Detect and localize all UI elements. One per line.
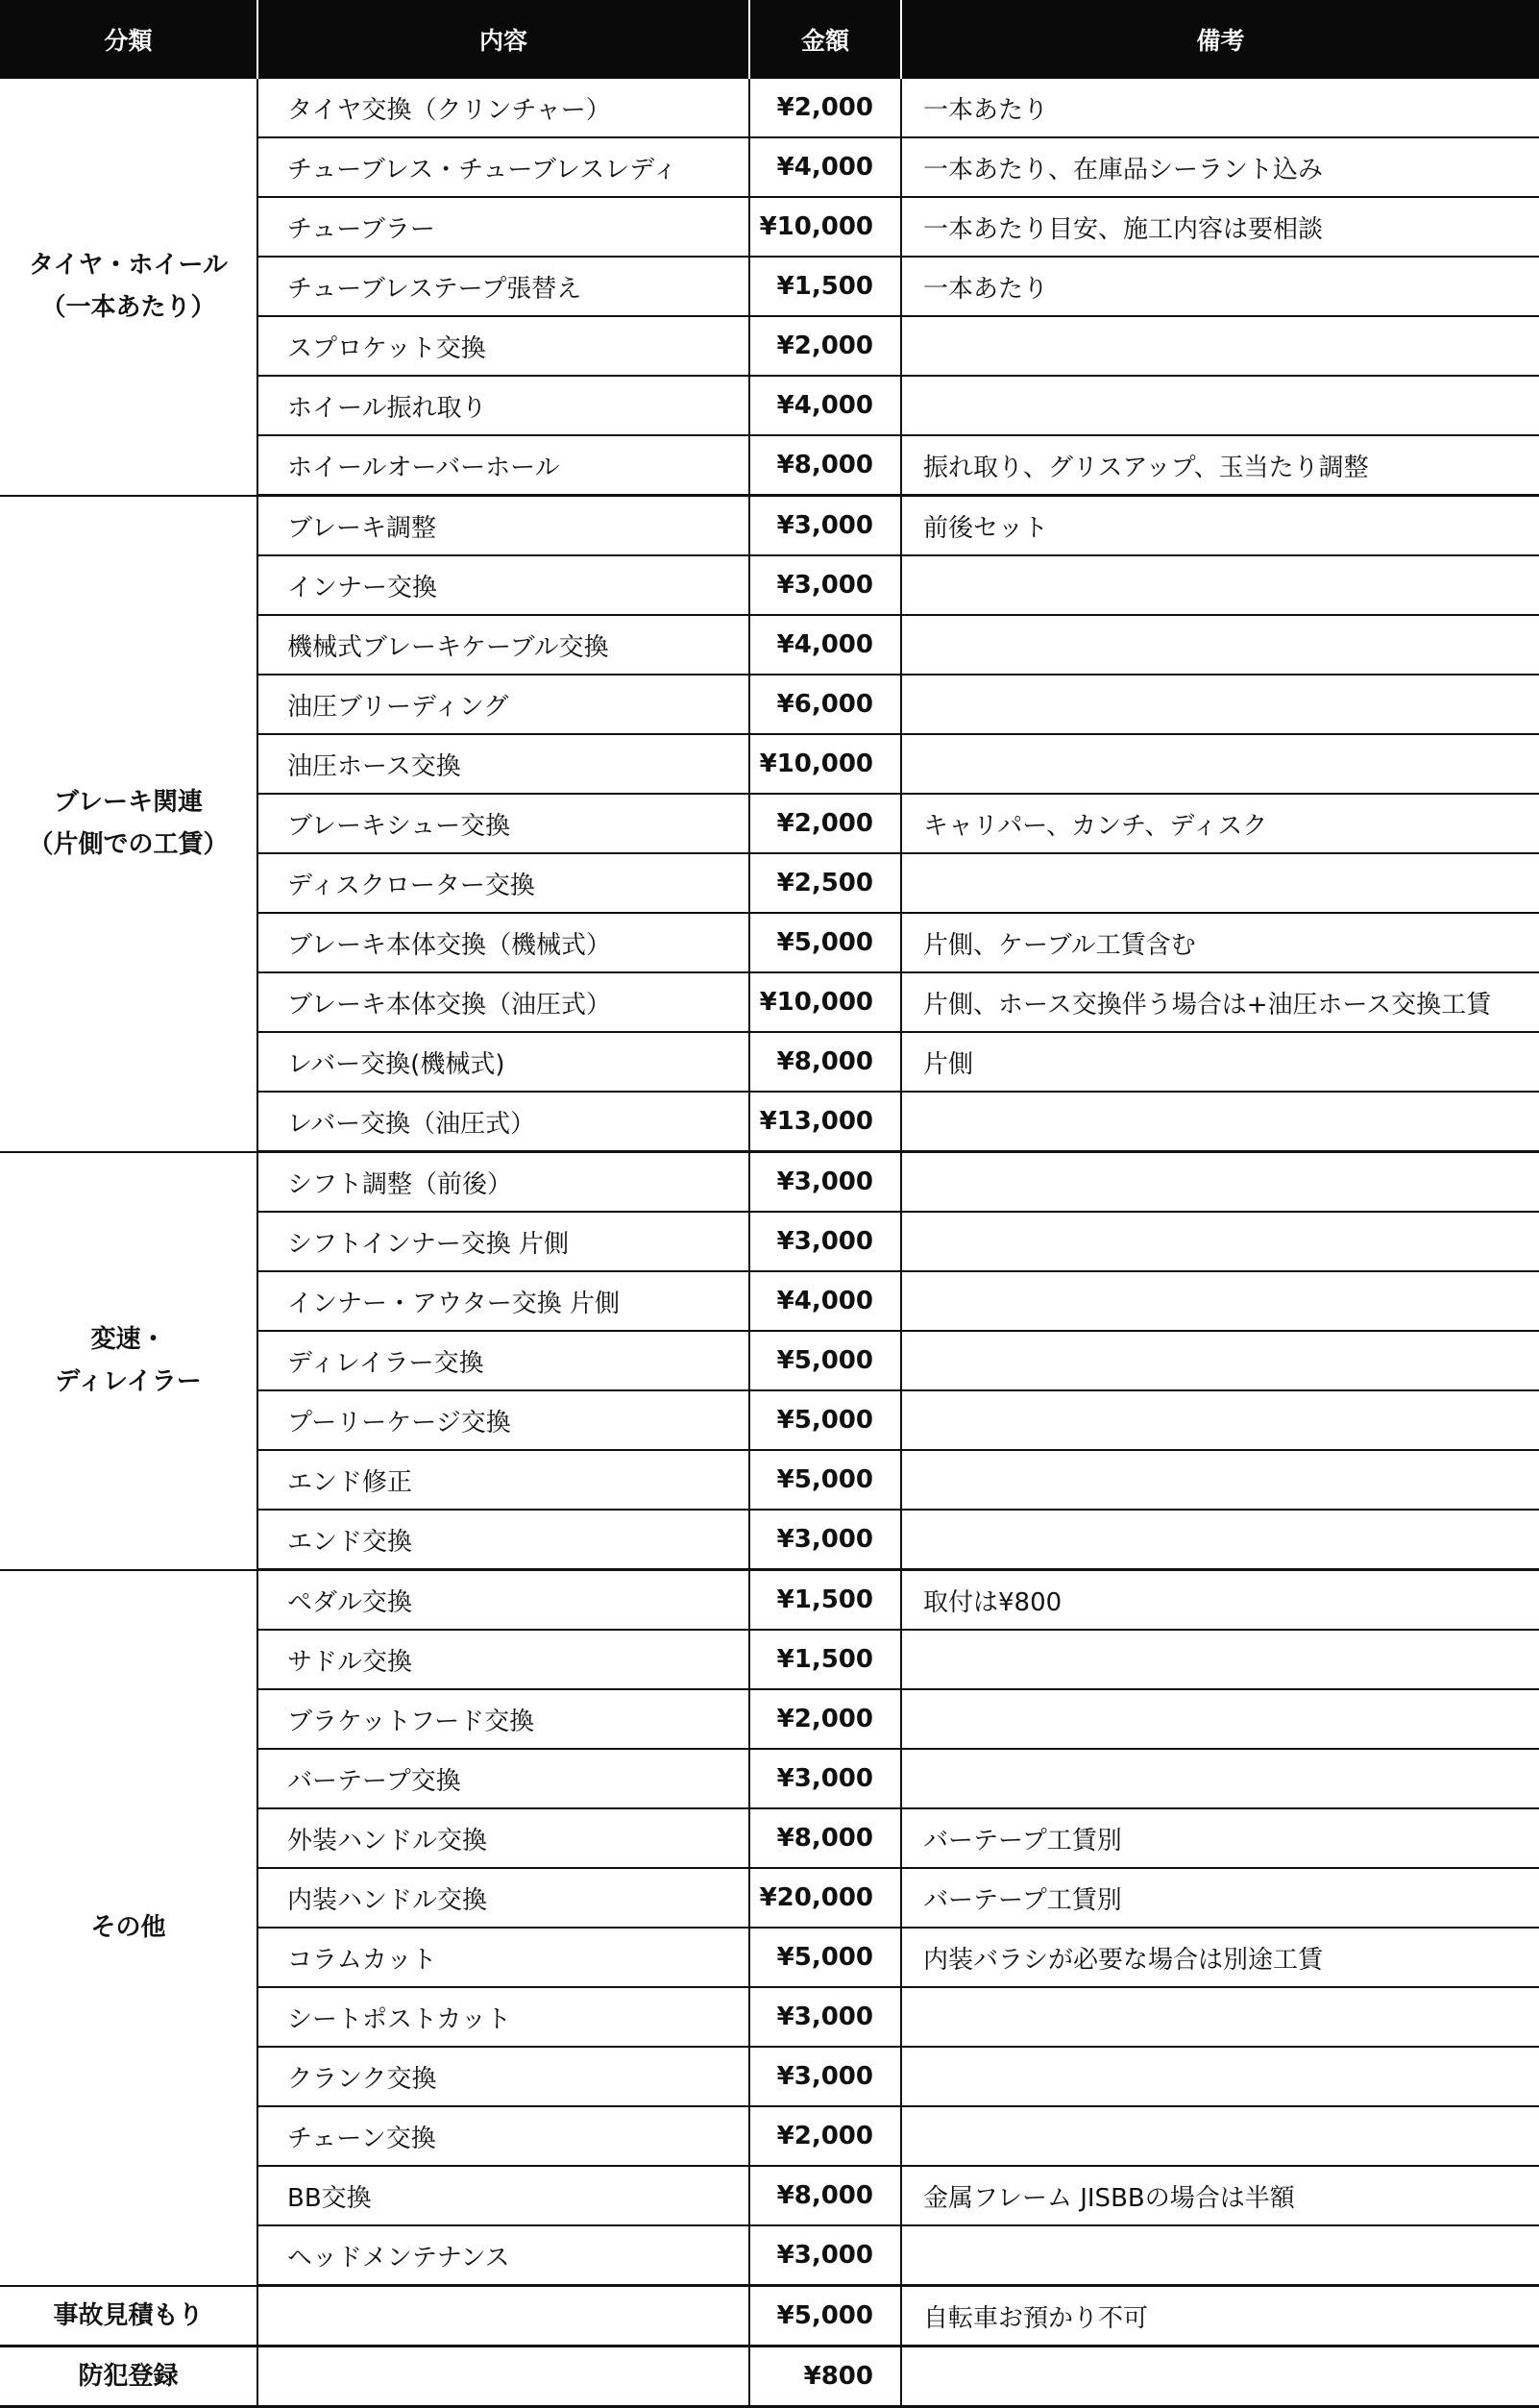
header-row: [0, 0, 1539, 79]
price-cell: ¥4,000: [749, 615, 901, 675]
note-cell: [901, 675, 1539, 734]
note-cell: 一本あたり: [901, 257, 1539, 316]
price-cell: ¥10,000: [749, 972, 901, 1032]
note-cell: 自転車お預かり不可: [901, 2286, 1539, 2347]
note-cell: [901, 1450, 1539, 1510]
item-cell: エンド交換: [257, 1510, 749, 1570]
category-cell: 事故見積もり: [0, 2286, 257, 2347]
item-cell: インナー・アウター交換 片側: [257, 1271, 749, 1331]
price-cell: ¥5,000: [749, 1928, 901, 1987]
price-cell: ¥2,000: [749, 79, 901, 137]
table-row: [0, 1570, 1539, 1631]
item-cell: ヘッドメンテナンス: [257, 2225, 749, 2286]
price-cell: ¥8,000: [749, 1032, 901, 1092]
item-cell: ディレイラー交換: [257, 1331, 749, 1390]
price-cell: ¥2,000: [749, 1689, 901, 1749]
item-cell: ブレーキ本体交換（機械式）: [257, 913, 749, 972]
note-cell: [901, 1212, 1539, 1271]
price-cell: ¥2,000: [749, 794, 901, 853]
item-cell: シフト調整（前後）: [257, 1152, 749, 1213]
item-cell: インナー交換: [257, 555, 749, 615]
category-cell: タイヤ・ホイール （一本あたり）: [0, 79, 257, 496]
item-cell: バーテープ交換: [257, 1749, 749, 1808]
item-cell: BB交換: [257, 2166, 749, 2225]
note-cell: 一本あたり目安、施工内容は要相談: [901, 197, 1539, 257]
price-cell: ¥5,000: [749, 1331, 901, 1390]
note-cell: [901, 1390, 1539, 1450]
item-cell: コラムカット: [257, 1928, 749, 1987]
item-cell: ディスクローター交換: [257, 853, 749, 913]
price-cell: ¥3,000: [749, 496, 901, 556]
item-cell: シフトインナー交換 片側: [257, 1212, 749, 1271]
price-cell: ¥5,000: [749, 1390, 901, 1450]
price-cell: ¥1,500: [749, 257, 901, 316]
header-note: 備考: [901, 0, 1539, 79]
price-cell: ¥3,000: [749, 1749, 901, 1808]
price-cell: ¥8,000: [749, 2166, 901, 2225]
note-cell: [901, 2225, 1539, 2286]
item-cell: ブレーキシュー交換: [257, 794, 749, 853]
note-cell: [901, 555, 1539, 615]
note-cell: キャリパー、カンチ、ディスク: [901, 794, 1539, 853]
note-cell: [901, 376, 1539, 435]
item-cell: 油圧ブリーディング: [257, 675, 749, 734]
item-cell: プーリーケージ交換: [257, 1390, 749, 1450]
item-cell: チューブラー: [257, 197, 749, 257]
price-cell: ¥2,500: [749, 853, 901, 913]
note-cell: 内装バラシが必要な場合は別途工賃: [901, 1928, 1539, 1987]
note-cell: [901, 2347, 1539, 2407]
note-cell: [901, 615, 1539, 675]
item-cell: 内装ハンドル交換: [257, 1868, 749, 1928]
category-cell: ブレーキ関連 （片側での工賃）: [0, 496, 257, 1152]
item-cell: エンド修正: [257, 1450, 749, 1510]
table-row: [0, 1152, 1539, 1213]
note-cell: バーテープ工賃別: [901, 1868, 1539, 1928]
price-cell: ¥20,000: [749, 1868, 901, 1928]
price-cell: ¥2,000: [749, 316, 901, 376]
item-cell: チューブレス・チューブレスレディ: [257, 137, 749, 197]
price-cell: ¥10,000: [749, 734, 901, 794]
item-cell: ブラケットフード交換: [257, 1689, 749, 1749]
price-cell: ¥5,000: [749, 913, 901, 972]
item-cell: サドル交換: [257, 1630, 749, 1689]
note-cell: [901, 853, 1539, 913]
note-cell: 前後セット: [901, 496, 1539, 556]
table-row: [0, 496, 1539, 556]
category-cell: 変速・ ディレイラー: [0, 1152, 257, 1570]
note-cell: [901, 1689, 1539, 1749]
item-cell: クランク交換: [257, 2047, 749, 2106]
price-cell: ¥3,000: [749, 2047, 901, 2106]
note-cell: 金属フレーム JISBBの場合は半額: [901, 2166, 1539, 2225]
price-cell: ¥800: [749, 2347, 901, 2407]
table-row: [0, 2347, 1539, 2407]
price-cell: ¥4,000: [749, 137, 901, 197]
price-cell: ¥5,000: [749, 1450, 901, 1510]
price-cell: ¥4,000: [749, 376, 901, 435]
price-cell: ¥3,000: [749, 2225, 901, 2286]
item-cell: [257, 2347, 749, 2407]
item-cell: ホイール振れ取り: [257, 376, 749, 435]
item-cell: ブレーキ調整: [257, 496, 749, 556]
item-cell: 油圧ホース交換: [257, 734, 749, 794]
table-row: [0, 2286, 1539, 2347]
item-cell: 外装ハンドル交換: [257, 1808, 749, 1868]
price-cell: ¥1,500: [749, 1570, 901, 1631]
item-cell: ペダル交換: [257, 1570, 749, 1631]
header-price: 金額: [749, 0, 901, 79]
item-cell: タイヤ交換（クリンチャー）: [257, 79, 749, 137]
note-cell: 片側、ケーブル工賃含む: [901, 913, 1539, 972]
item-cell: レバー交換（油圧式）: [257, 1092, 749, 1152]
header-category: 分類: [0, 0, 257, 79]
note-cell: [901, 2106, 1539, 2166]
item-cell: スプロケット交換: [257, 316, 749, 376]
price-cell: ¥3,000: [749, 1212, 901, 1271]
item-cell: チューブレステープ張替え: [257, 257, 749, 316]
note-cell: [901, 1092, 1539, 1152]
price-cell: ¥1,500: [749, 1630, 901, 1689]
header-content: 内容: [257, 0, 749, 79]
price-cell: ¥3,000: [749, 555, 901, 615]
note-cell: 片側: [901, 1032, 1539, 1092]
category-cell: その他: [0, 1570, 257, 2286]
note-cell: [901, 1152, 1539, 1213]
note-cell: [901, 1271, 1539, 1331]
price-cell: ¥3,000: [749, 1510, 901, 1570]
note-cell: [901, 1630, 1539, 1689]
note-cell: [901, 1510, 1539, 1570]
note-cell: 振れ取り、グリスアップ、玉当たり調整: [901, 435, 1539, 496]
price-cell: ¥3,000: [749, 1152, 901, 1213]
category-cell: 防犯登録: [0, 2347, 257, 2407]
note-cell: 一本あたり、在庫品シーラント込み: [901, 137, 1539, 197]
note-cell: バーテープ工賃別: [901, 1808, 1539, 1868]
item-cell: [257, 2286, 749, 2347]
item-cell: 機械式ブレーキケーブル交換: [257, 615, 749, 675]
note-cell: [901, 2047, 1539, 2106]
price-cell: ¥5,000: [749, 2286, 901, 2347]
note-cell: 取付は¥800: [901, 1570, 1539, 1631]
item-cell: チェーン交換: [257, 2106, 749, 2166]
note-cell: [901, 734, 1539, 794]
item-cell: レバー交換(機械式): [257, 1032, 749, 1092]
table-row: [0, 79, 1539, 137]
price-cell: ¥10,000: [749, 197, 901, 257]
item-cell: シートポストカット: [257, 1987, 749, 2047]
note-cell: [901, 1331, 1539, 1390]
price-cell: ¥6,000: [749, 675, 901, 734]
price-cell: ¥8,000: [749, 435, 901, 496]
price-cell: ¥2,000: [749, 2106, 901, 2166]
note-cell: [901, 1987, 1539, 2047]
price-cell: ¥13,000: [749, 1092, 901, 1152]
table-body: [0, 79, 1539, 2407]
price-cell: ¥3,000: [749, 1987, 901, 2047]
item-cell: ブレーキ本体交換（油圧式）: [257, 972, 749, 1032]
price-cell: ¥4,000: [749, 1271, 901, 1331]
note-cell: 片側、ホース交換伴う場合は+油圧ホース交換工賃: [901, 972, 1539, 1032]
item-cell: ホイールオーバーホール: [257, 435, 749, 496]
note-cell: 一本あたり: [901, 79, 1539, 137]
note-cell: [901, 316, 1539, 376]
price-cell: ¥8,000: [749, 1808, 901, 1868]
note-cell: [901, 1749, 1539, 1808]
